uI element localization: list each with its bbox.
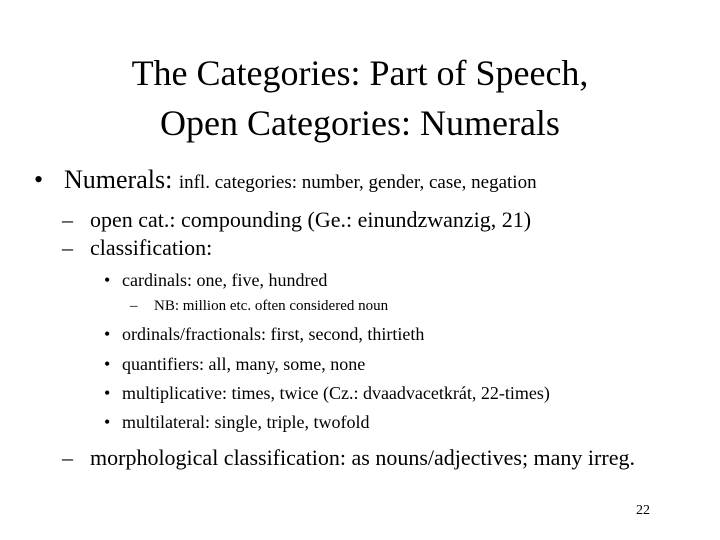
- bullet-multiplicative: [104, 381, 550, 405]
- bullet-text: cardinals: one, five, hundred: [122, 270, 328, 290]
- bullet-text: multilateral: single, triple, twofold: [122, 412, 370, 432]
- dash-marker: –: [62, 207, 73, 232]
- dash-marker: –: [62, 445, 73, 470]
- dash-text: open cat.: compounding (Ge.: einundzwanzig, 21): [90, 207, 532, 232]
- dash-text: classification:: [90, 235, 213, 260]
- dash-text: morphological classification: as nouns/adjectives; many irreg.: [90, 445, 635, 470]
- bullet-detail-text: infl. categories: number, gender, case, negation: [178, 172, 537, 193]
- dash-morphological: [62, 444, 635, 472]
- bullet-marker: •: [104, 354, 111, 374]
- dash-classification: [62, 234, 212, 262]
- bullet-marker: •: [104, 412, 111, 432]
- slide-title-line-2: Open Categories: Numerals: [160, 103, 560, 143]
- bullet-marker: •: [104, 383, 111, 403]
- bullet-ordinals: [104, 322, 424, 346]
- bullet-multilateral: [104, 410, 369, 434]
- page-number: 22: [636, 503, 650, 518]
- dash-open-categories: [62, 206, 531, 234]
- bullet-cardinals: [104, 268, 327, 292]
- bullet-marker: •: [34, 165, 44, 194]
- bullet-marker: •: [104, 324, 111, 344]
- dash-text: NB: million etc. often considered noun: [154, 298, 389, 314]
- bullet-text: ordinals/fractionals: first, second, thirtieth: [122, 324, 425, 344]
- dash-marker: –: [62, 235, 73, 260]
- dash-nb-note: [130, 296, 388, 316]
- dash-marker: –: [130, 298, 138, 314]
- slide-title-line-1: The Categories: Part of Speech,: [131, 53, 589, 93]
- bullet-marker: •: [104, 270, 111, 290]
- bullet-lead-text: Numerals:: [64, 165, 173, 194]
- bullet-text: quantifiers: all, many, some, none: [122, 354, 366, 374]
- bullet-numerals: [34, 164, 537, 199]
- bullet-quantifiers: [104, 352, 365, 376]
- bullet-text: multiplicative: times, twice (Cz.: dvaadvacetkrát, 22-times): [122, 383, 550, 403]
